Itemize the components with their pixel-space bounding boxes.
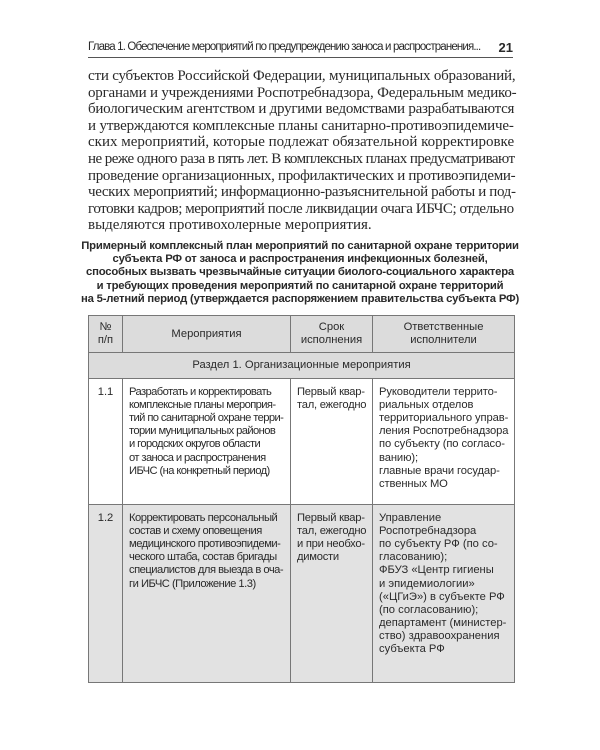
body-line: ских мероприятий, которые подлежат обязательной корректировке xyxy=(88,134,515,151)
body-line: не реже одного раза в пять лет. В комплексных планах предусматривают xyxy=(88,150,515,167)
page-number: 21 xyxy=(498,40,513,55)
table-row xyxy=(89,505,515,683)
body-line: сти субъектов Российской Федерации, муниципальных образований, xyxy=(88,68,516,84)
body-line: ческих мероприятий; информационно-разъяснительной работы и под- xyxy=(88,184,516,201)
table-title: Примерный комплексный план мероприятий по санитарной охране территории субъекта РФ от заноса и распространения инфекционных болезней, способных вызвать чрезвычайные ситуации биолого-социального характера и требующих проведения мероприятий по санитарной охране территорий на 5-летний период (утверждается распоряжением правительства субъекта РФ) xyxy=(80,240,520,305)
body-line: биологическим агентством и другими ведомствами разрабатываются xyxy=(88,101,515,118)
body-line: выделяются противохолерные мероприятия. xyxy=(88,217,372,234)
header-actions: Мероприятия xyxy=(123,316,291,353)
body-line: и утверждаются комплексные планы санитарно-противоэпидемиче- xyxy=(88,117,514,134)
row-term: Первый квар- тал, ежегодно и при необхо- димости xyxy=(291,505,373,683)
table-header-row xyxy=(89,316,515,353)
section-row xyxy=(89,353,515,379)
header-num: № п/п xyxy=(89,316,123,353)
plan-table xyxy=(88,315,515,683)
running-header xyxy=(88,41,513,58)
row-term: Первый квар- тал, ежегодно xyxy=(291,379,373,505)
row-num: 1.1 xyxy=(89,379,123,505)
row-num: 1.2 xyxy=(89,505,123,683)
row-action: Корректировать персональный состав и схему оповещения медицинского противоэпидеми- ческого штаба, состав бригады специалистов для выезда в оча- ги ИБЧС (Приложение 1.3) xyxy=(123,505,291,683)
body-line: органами и учреждениями Роспотребнадзора, Федеральным медико- xyxy=(88,84,517,101)
body-line: проведение организационных, профилактических и противоэпидеми- xyxy=(88,167,516,184)
header-term: Срок исполнения xyxy=(291,316,373,353)
body-line: готовки кадров; мероприятий после ликвидации очага ИБЧС; отдельно xyxy=(88,200,514,217)
row-responsible: Руководители террито- риальных отделов территориального управ- ления Роспотребнадзора по субъекту (по согласо- ванию); главные врачи государ- ственных МО xyxy=(373,379,515,505)
header-responsible: Ответственные исполнители xyxy=(373,316,515,353)
row-responsible: Управление Роспотребнадзора по субъекту РФ (по со- гласованию); ФБУЗ «Центр гигиены и эпидемиологии» («ЦГиЭ») в субъекте РФ (по согласованию); департамент (министер- ство) здравоохранения субъекта РФ xyxy=(373,505,515,683)
table-row xyxy=(89,379,515,505)
section-title: Раздел 1. Организационные мероприятия xyxy=(89,353,515,379)
body-paragraph xyxy=(88,68,516,234)
row-action: Разработать и корректировать комплексные планы мероприя- тий по санитарной охране терри- тории муниципальных районов и городских округов области от заноса и распространения ИБЧС (на конкретный период) xyxy=(123,379,291,505)
running-title: Глава 1. Обеспечение мероприятий по предупреждению заноса и распространения... xyxy=(88,41,481,53)
